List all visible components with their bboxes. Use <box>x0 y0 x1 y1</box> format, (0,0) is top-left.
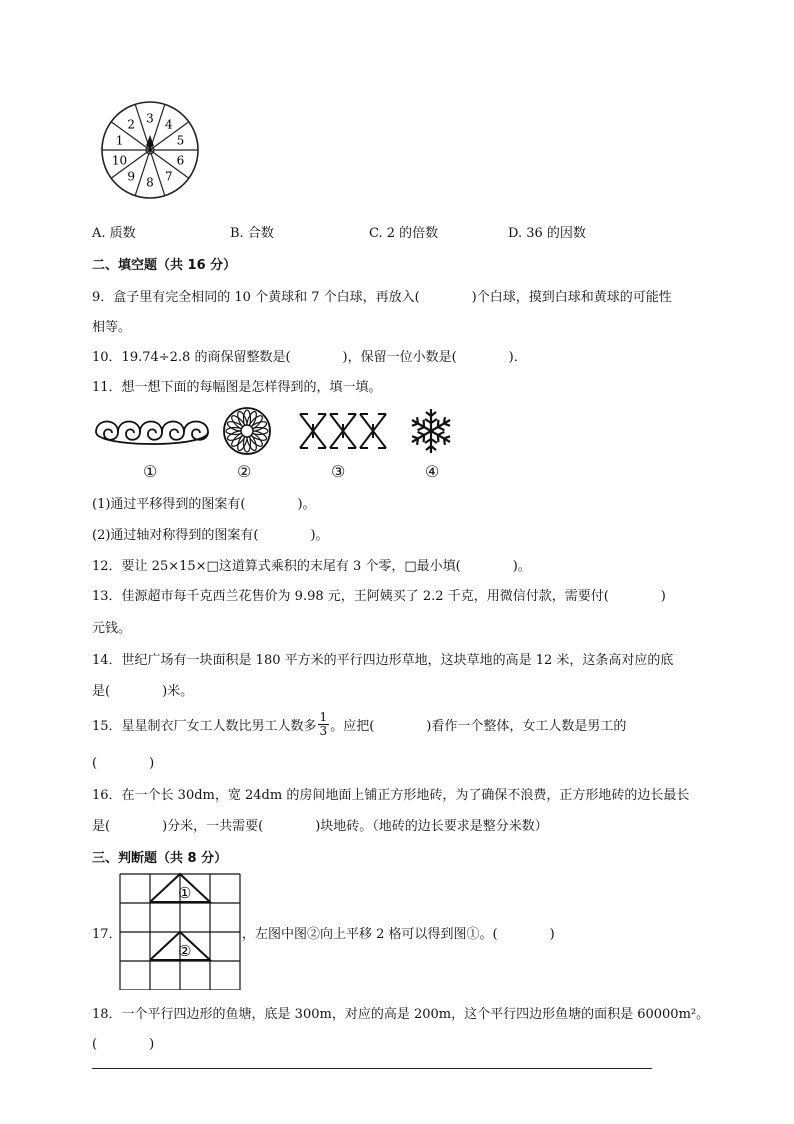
spinner-number: 4 <box>164 117 173 132</box>
q13-line2: 元钱。 <box>92 621 132 636</box>
spinner-number: 10 <box>111 153 128 168</box>
spinner-number: 1 <box>115 133 124 148</box>
pattern-x-shapes <box>298 410 390 452</box>
option-d: D. 36 的因数 <box>508 226 586 241</box>
q18-line2: ( ) <box>92 1037 155 1052</box>
q18-line1: 18．一个平行四边形的鱼塘，底是 300m，对应的高是 200m，这个平行四边形鱼塘的面积是 60000m²。 <box>92 1007 710 1022</box>
fig-label-4: ④ <box>425 462 440 481</box>
spinner-number: 6 <box>176 153 185 168</box>
fig-label-1: ① <box>143 462 158 481</box>
q14-line2: 是( )米。 <box>92 684 194 699</box>
option-b: B. 合数 <box>230 226 274 241</box>
spinner-number: 7 <box>164 169 173 184</box>
spinner-number: 3 <box>146 111 154 126</box>
q17-text: ，左图中图②向上平移 2 格可以得到图①。( ) <box>242 927 555 942</box>
grid-figure <box>118 872 242 990</box>
triangle-1-label: ① <box>178 884 192 902</box>
bottom-divider <box>92 1068 652 1069</box>
q9-line1: 9．盒子里有完全相同的 10 个黄球和 7 个白球，再放入( )个白球，摸到白球和黄球的可能性 <box>92 290 672 305</box>
pattern-swirls <box>92 412 212 452</box>
q13-line1: 13．佳源超市每千克西兰花售价为 9.98 元，王阿姨买了 2.2 千克，用微信付款，需要付( ) <box>92 589 666 604</box>
q17-number: 17． <box>92 927 122 942</box>
spinner-number: 5 <box>176 133 185 148</box>
fig-label-3: ③ <box>331 462 346 481</box>
pattern-snowflake <box>404 406 458 456</box>
spinner-number: 9 <box>127 169 136 184</box>
section3-title: 三、判断题（共 8 分） <box>92 851 228 866</box>
q11: 11．想一想下面的每幅图是怎样得到的，填一填。 <box>92 380 382 395</box>
q15-line1: 15．星星制衣厂女工人数比男工人数多 1 3 。应把( )看作一个整体，女工人数是男工的 <box>92 709 627 738</box>
section2-title: 二、填空题（共 16 分） <box>92 258 237 273</box>
q14-line1: 14．世纪广场有一块面积是 180 平方米的平行四边形草地，这块草地的高是 12 米，这条高对应的底 <box>92 653 674 668</box>
fig-label-2: ② <box>237 462 252 481</box>
q16-line2: 是( )分米，一共需要( )块地砖。（地砖的边长要求是整分米数） <box>92 819 548 834</box>
pattern-flower <box>222 406 272 456</box>
spinner-figure <box>100 100 200 200</box>
q16-line1: 16．在一个长 30dm，宽 24dm 的房间地面上铺正方形地砖，为了确保不浪费，正方形地砖的边长最长 <box>92 788 690 803</box>
q11-sub1: (1)通过平移得到的图案有( )。 <box>92 497 316 512</box>
q11-sub2: (2)通过轴对称得到的图案有( )。 <box>92 528 329 543</box>
option-c: C. 2 的倍数 <box>369 226 439 241</box>
q12: 12．要让 25×15×□这道算式乘积的末尾有 3 个零，□最小填( )。 <box>92 559 531 574</box>
triangle-2-label: ② <box>178 942 192 960</box>
q9-line2: 相等。 <box>92 320 132 335</box>
fraction-one-third: 1 3 <box>319 709 328 738</box>
spinner-number: 8 <box>146 175 154 190</box>
q10: 10．19.74÷2.8 的商保留整数是( )，保留一位小数是( )． <box>92 350 527 365</box>
q15-line2: ( ) <box>92 756 155 771</box>
option-a: A. 质数 <box>92 226 136 241</box>
spinner-number: 2 <box>127 117 136 132</box>
